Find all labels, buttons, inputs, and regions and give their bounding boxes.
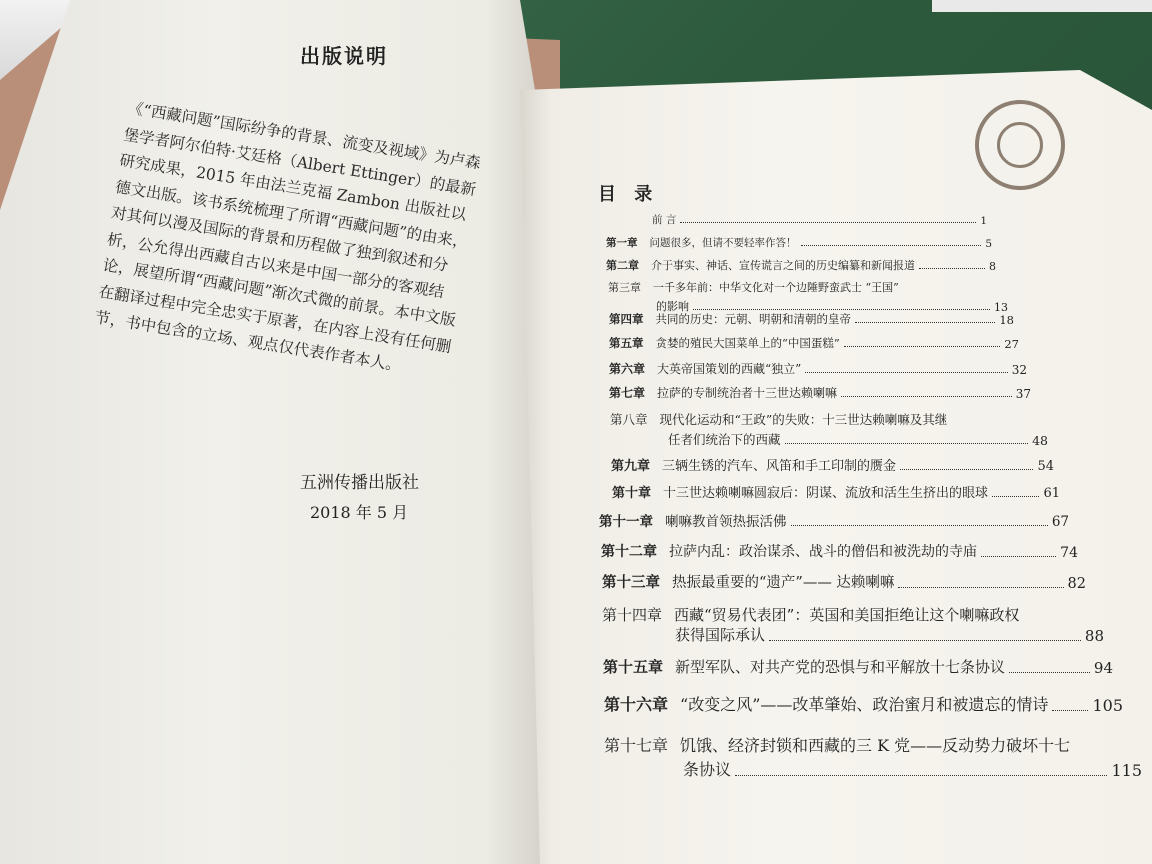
wheel-emblem-icon (975, 100, 1065, 190)
toc-chapter-number: 第十五章 (603, 658, 664, 676)
toc-chapter-number: 第一章 (606, 237, 638, 249)
toc-chapter-number: 第十章 (612, 486, 652, 501)
toc-chapter-title: 新型军队、对共产党的恐惧与和平解放十七条协议 (675, 658, 1006, 676)
toc-entry (609, 360, 1027, 377)
toc-chapter-number: 第十四章 (602, 606, 663, 624)
toc-chapter-title: 西藏“贸易代表团”：英国和美国拒绝让这个喇嘛政权 (674, 606, 1020, 624)
toc-chapter-title: 共同的历史：元朝、明朝和清朝的皇帝 (655, 312, 851, 326)
toc-page-number: 1 (980, 215, 987, 227)
toc-chapter-number: 第四章 (609, 312, 644, 326)
toc-entry-first-line (608, 279, 899, 295)
toc-chapter-title: 大英帝国策划的西藏“独立” (657, 362, 802, 376)
toc-page-number: 67 (1051, 514, 1069, 530)
toc-leader-dots (735, 775, 1107, 776)
toc-chapter-title: 前 言 (652, 214, 677, 226)
publication-date: 2018 年 5 月 (310, 503, 409, 522)
toc-page-number: 18 (999, 313, 1014, 327)
toc-page-number: 8 (989, 260, 996, 273)
toc-leader-dots (981, 556, 1056, 557)
toc-leader-dots (693, 309, 990, 310)
toc-leader-dots (898, 587, 1063, 588)
toc-chapter-title: 喇嘛教首领热振活佛 (665, 514, 787, 530)
toc-chapter-title: 贪婪的殖民大国菜单上的“中国蛋糕” (655, 336, 840, 350)
toc-chapter-number: 第八章 (610, 412, 648, 427)
toc-entry-first-line (604, 733, 1070, 756)
toc-page-number: 94 (1093, 659, 1113, 677)
paper-edge (932, 0, 1152, 12)
toc-entry (604, 692, 1123, 715)
toc-entry (611, 455, 1054, 474)
toc-chapter-number: 第十一章 (599, 514, 653, 530)
toc-chapter-number: 第二章 (606, 259, 639, 272)
toc-chapter-title-continued: 获得国际承认 (675, 626, 766, 644)
toc-chapter-number: 第六章 (609, 362, 646, 376)
toc-entry (668, 430, 1048, 448)
toc-chapter-title: 介于事实、神话、宣传谎言之间的历史编纂和新闻报道 (651, 259, 915, 272)
toc-leader-dots (680, 222, 976, 223)
toc-entry (612, 482, 1060, 501)
toc-chapter-number: 第十三章 (602, 574, 660, 591)
toc-leader-dots (992, 496, 1039, 497)
toc-leader-dots (855, 322, 995, 323)
toc-chapter-title: 现代化运动和“王政”的失败：十三世达赖喇嘛及其继 (659, 412, 948, 427)
toc-page-number: 5 (985, 238, 992, 250)
toc-leader-dots (1052, 710, 1088, 711)
toc-chapter-title: 一千多年前：中华文化对一个边陲野蛮武士 “王国” (653, 281, 899, 294)
toc-entry (601, 541, 1078, 561)
toc-entry (652, 212, 987, 227)
toc-leader-dots (919, 268, 985, 269)
toc-chapter-title: 十三世达赖喇嘛圆寂后：阴谋、流放和活生生挤出的眼球 (663, 486, 989, 501)
toc-page-number: 13 (994, 301, 1008, 314)
toc-entry (609, 311, 1014, 327)
toc-chapter-number: 第十二章 (601, 544, 657, 560)
toc-chapter-number: 第十六章 (604, 695, 669, 714)
toc-leader-dots (769, 640, 1081, 641)
toc-entry (606, 235, 992, 250)
toc-leader-dots (805, 372, 1007, 373)
toc-chapter-title: 三辆生锈的汽车、风笛和手工印制的赝金 (662, 459, 897, 474)
toc-page-number: 88 (1084, 627, 1104, 645)
toc-chapter-title-continued: 的影响 (656, 300, 689, 313)
toc-entry (603, 656, 1113, 677)
toc-leader-dots (841, 396, 1012, 397)
toc-entry (675, 624, 1104, 645)
toc-page-number: 27 (1004, 337, 1019, 351)
toc-chapter-title: 热振最重要的“遗产”—— 达赖喇嘛 (672, 575, 895, 591)
toc-chapter-title: 问题很多，但请不要轻率作答！ (649, 237, 797, 249)
toc-leader-dots (791, 525, 1048, 526)
toc-page-number: 105 (1092, 696, 1123, 715)
publisher-name: 五洲传播出版社 (300, 473, 419, 493)
toc-page-number: 115 (1111, 761, 1142, 780)
toc-entry (609, 384, 1031, 401)
toc-leader-dots (785, 443, 1029, 444)
toc-page-number: 74 (1060, 545, 1078, 561)
toc-chapter-title-continued: 条协议 (683, 760, 732, 779)
toc-chapter-number: 第七章 (609, 386, 646, 400)
left-page-title: 出版说明 (300, 44, 388, 68)
toc-chapter-title: 拉萨内乱：政治谋杀、战斗的僧侣和被洗劫的寺庙 (669, 544, 977, 560)
toc-leader-dots (844, 346, 1001, 347)
toc-page-number: 37 (1015, 387, 1031, 401)
toc-leader-dots (1009, 672, 1090, 673)
toc-entry (602, 571, 1086, 592)
toc-chapter-number: 第九章 (611, 459, 651, 474)
toc-entry-first-line (610, 410, 947, 428)
toc-page-number: 54 (1037, 459, 1054, 474)
toc-heading: 目 录 (598, 184, 659, 205)
left-page-paragraph: 《“西藏问题”国际纷争的背景、流变及视域》为卢森堡学者阿尔伯特·艾廷格（Albert Ettinger）的最新研究成果，2015 年由法兰克福 Zambon 出版社以德文出版。该书系统梳理了所谓“西藏问题”的由来，对其何以漫及国际的背景和历程做了独到叙述和分析，公允得出西藏自古以来是中国一部分的客观结论，展望所谓“西藏问题”渐次式微的前景。本中文版在翻译过程中完全忠实于原著，在内容上没有任何删节，书中包含的立场、观点仅代表作者本人。 (93, 98, 482, 375)
toc-chapter-number: 第十七章 (604, 736, 669, 755)
toc-entry-first-line (602, 604, 1019, 625)
toc-leader-dots (801, 245, 982, 246)
toc-chapter-title: 拉萨的专制统治者十三世达赖喇嘛 (657, 386, 838, 400)
toc-entry (599, 510, 1069, 530)
toc-chapter-title-continued: 任者们统治下的西藏 (668, 432, 781, 447)
toc-page-number: 32 (1011, 363, 1027, 377)
toc-chapter-title: 饥饿、经济封锁和西藏的三 K 党——反动势力破坏十七 (680, 736, 1071, 755)
toc-entry (609, 335, 1019, 351)
toc-chapter-number: 第五章 (609, 336, 644, 350)
toc-chapter-number: 第三章 (608, 281, 641, 294)
toc-chapter-title: “改变之风”——改革肇始、政治蜜月和被遗忘的情诗 (680, 695, 1049, 714)
toc-page-number: 48 (1032, 433, 1048, 448)
toc-entry (606, 257, 996, 273)
toc-entry (683, 757, 1142, 780)
toc-page-number: 82 (1067, 576, 1086, 592)
toc-page-number: 61 (1043, 486, 1060, 501)
toc-leader-dots (900, 469, 1033, 470)
